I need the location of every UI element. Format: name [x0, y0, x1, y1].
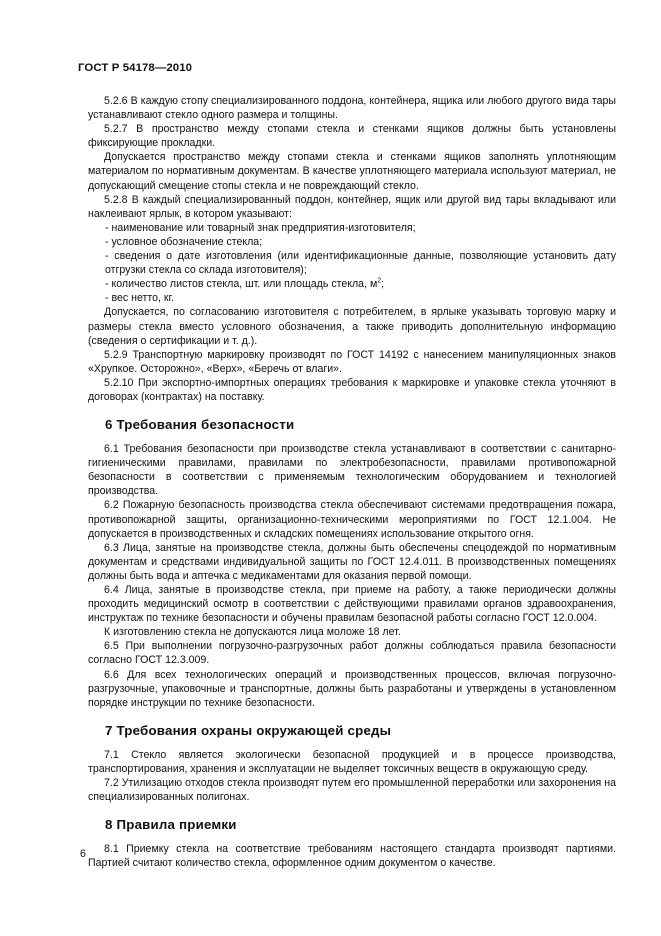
paragraph-7-2: 7.2 Утилизацию отходов стекла производят путем его промышленной переработки или захоронения на специализированных полигонах.: [88, 777, 616, 804]
list-item: - наименование или товарный знак предприятия-изготовителя;: [105, 221, 416, 234]
paragraph-7-1: 7.1 Стекло является экологически безопасной продукцией и в процессе производства, транспортирования, хранения и эксплуатации не выделяет токсичных веществ в окружающую среду.: [88, 748, 616, 775]
superscript: 2: [377, 277, 382, 285]
section-6-heading: 6 Требования безопасности: [105, 417, 295, 433]
list-item: - сведения о дате изготовления (или идентификационные данные, позволяющие установить дату отгрузки стекла со склада изготовителя);: [105, 250, 616, 277]
paragraph-6-4: 6.4 Лица, занятые в производстве стекла, при приеме на работу, а также периодически должны проходить медицинский осмотр в соответствии с действующими правилами органов здравоохранения, инструктаж по технике безопасности и обучены правилам безопасной работы согласно ГОСТ 12.0.004.: [88, 584, 616, 625]
list-item: - вес нетто, кг.: [105, 292, 175, 305]
paragraph-6-5: 6.5 При выполнении погрузочно-разгрузочных работ должны соблюдаться правила безопасности согласно ГОСТ 12.3.009.: [88, 640, 616, 667]
paragraph-5-2-7-note: Допускается пространство между стопами стекла и стенками ящиков заполнять уплотняющим материалом по нормативным документам. В качестве уплотняющего материала используют материал, не допускающий смещение стопы стекла и не повреждающий стекло.: [88, 151, 616, 192]
section-7-heading: 7 Требования охраны окружающей среды: [105, 722, 392, 738]
page-number: 6: [80, 848, 86, 860]
paragraph-5-2-9: 5.2.9 Транспортную маркировку производят по ГОСТ 14192 с нанесением манипуляционных знаков «Хрупкое. Осторожно», «Верх», «Беречь от влаги».: [88, 348, 616, 375]
paragraph-5-2-6: 5.2.6 В каждую стопу специализированного поддона, контейнера, ящика или любого другого вида тары устанавливают стекло одного размера и толщины.: [88, 95, 616, 122]
paragraph-6-3: 6.3 Лица, занятые на производстве стекла, должны быть обеспечены спецодеждой по нормативным документам и средствами индивидуальной защиты по ГОСТ 12.4.011. В производственных помещениях должны быть вода и аптечка с медикаментами для оказания первой помощи.: [88, 541, 616, 582]
paragraph-6-4-note: К изготовлению стекла не допускаются лица моложе 18 лет.: [104, 626, 401, 639]
paragraph-6-1: 6.1 Требования безопасности при производстве стекла устанавливают в соответствии с санитарно-гигиеническими правилами, правилами по электробезопасности, правилами противопожарной безопасности в соответствии с применяемым технологическим оборудованием и технологией производства.: [88, 443, 616, 498]
list-item-suffix: ;: [381, 278, 385, 291]
document-header: ГОСТ Р 54178—2010: [78, 62, 193, 74]
paragraph-5-2-7: 5.2.7 В пространство между стопами стекла и стенками ящиков должны быть установлены фиксирующие прокладки.: [88, 123, 616, 150]
paragraph-6-2: 6.2 Пожарную безопасность производства стекла обеспечивают системами предотвращения пожара, противопожарной защиты, организационно-техническими мероприятиями по ГОСТ 12.1.004. Не допускается в производственных и складских помещениях использование открытого огня.: [88, 499, 616, 540]
document-body: [88, 94, 616, 870]
paragraph-5-2-10: 5.2.10 При экспортно-импортных операциях требования к маркировке и упаковке стекла уточняют в договорах (контрактах) на поставку.: [88, 376, 616, 403]
paragraph-6-6: 6.6 Для всех технологических операций и производственных процессов, включая погрузочно-разгрузочные, упаковочные и транспортные, должны быть разработаны и утверждены в установленном порядке инструкции по технике безопасности.: [88, 668, 616, 709]
list-item-text: - количество листов стекла, шт. или площадь стекла, м: [105, 278, 378, 291]
paragraph-8-1: 8.1 Приемку стекла на соответствие требованиям настоящего стандарта производят партиями. Партией считают количество стекла, оформленное одним документом о качестве.: [88, 843, 616, 870]
list-item: [88, 277, 616, 291]
list-item: - условное обозначение стекла;: [105, 235, 263, 248]
paragraph-5-2-8: 5.2.8 В каждый специализированный поддон, контейнер, ящик или другой вид тары вкладывают или наклеивают ярлык, в котором указывают:: [88, 193, 616, 220]
paragraph-label-note: Допускается, по согласованию изготовителя с потребителем, в ярлыке указывать торговую марку и размеры стекла вместо условного обозначения, а также приводить дополнительную информацию (сведения о сертификации и т. д.).: [88, 306, 616, 347]
section-8-heading: 8 Правила приемки: [105, 817, 237, 833]
